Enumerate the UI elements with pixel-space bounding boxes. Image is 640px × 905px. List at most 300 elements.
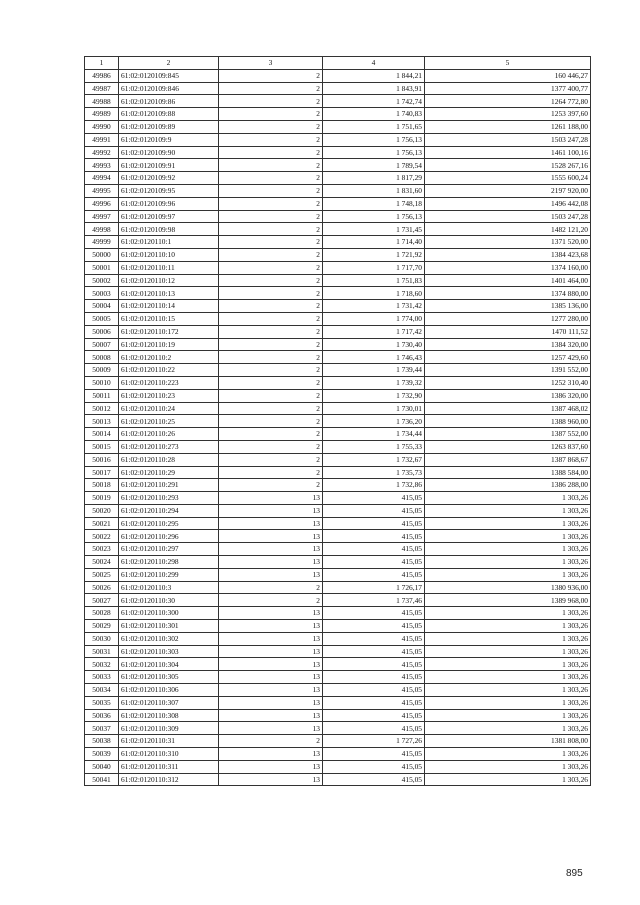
table-cell-col-3: 2 — [219, 236, 323, 249]
table-cell-col-2: 61:02:0120110:26 — [119, 428, 219, 441]
table-cell-col-5: 1257 429,60 — [425, 351, 591, 364]
table-cell-col-3: 2 — [219, 479, 323, 492]
table-cell-col-5: 1381 808,00 — [425, 735, 591, 748]
column-header-2: 2 — [119, 57, 219, 70]
table-cell-col-2: 61:02:0120110:297 — [119, 543, 219, 556]
table-cell-col-3: 2 — [219, 300, 323, 313]
table-cell-col-5: 1386 288,00 — [425, 479, 591, 492]
table-cell-col-4: 415,05 — [323, 607, 425, 620]
table-cell-col-1: 49998 — [85, 223, 119, 236]
table-cell-col-3: 2 — [219, 133, 323, 146]
table-cell-col-4: 1 714,40 — [323, 236, 425, 249]
table-row — [85, 274, 591, 287]
table-cell-col-2: 61:02:0120110:172 — [119, 325, 219, 338]
column-header-3: 3 — [219, 57, 323, 70]
table-row — [85, 709, 591, 722]
table-row — [85, 69, 591, 82]
table-cell-col-2: 61:02:0120110:307 — [119, 696, 219, 709]
table-cell-col-3: 13 — [219, 760, 323, 773]
table-row — [85, 440, 591, 453]
table-cell-col-5: 1496 442,08 — [425, 197, 591, 210]
table-row — [85, 632, 591, 645]
table-cell-col-4: 1 726,17 — [323, 581, 425, 594]
table-cell-col-5: 1470 111,52 — [425, 325, 591, 338]
table-cell-col-3: 2 — [219, 453, 323, 466]
table-cell-col-2: 61:02:0120110:296 — [119, 530, 219, 543]
table-cell-col-2: 61:02:0120110:291 — [119, 479, 219, 492]
table-row — [85, 517, 591, 530]
table-cell-col-2: 61:02:0120110:24 — [119, 402, 219, 415]
table-row — [85, 581, 591, 594]
table-cell-col-1: 49994 — [85, 172, 119, 185]
table-cell-col-2: 61:02:0120110:310 — [119, 748, 219, 761]
table-cell-col-1: 50024 — [85, 556, 119, 569]
header-row — [85, 57, 591, 70]
table-cell-col-4: 415,05 — [323, 620, 425, 633]
table-row — [85, 760, 591, 773]
data-table — [84, 56, 591, 786]
table-cell-col-1: 50014 — [85, 428, 119, 441]
table-cell-col-5: 1 303,26 — [425, 543, 591, 556]
table-cell-col-2: 61:02:0120110:3 — [119, 581, 219, 594]
table-cell-col-1: 50026 — [85, 581, 119, 594]
table-cell-col-4: 415,05 — [323, 492, 425, 505]
table-cell-col-1: 50015 — [85, 440, 119, 453]
table-cell-col-3: 13 — [219, 556, 323, 569]
table-cell-col-3: 13 — [219, 696, 323, 709]
table-cell-col-4: 415,05 — [323, 748, 425, 761]
table-cell-col-4: 415,05 — [323, 504, 425, 517]
column-header-5: 5 — [425, 57, 591, 70]
table-row — [85, 696, 591, 709]
table-cell-col-3: 13 — [219, 517, 323, 530]
table-row — [85, 312, 591, 325]
table-cell-col-5: 1 303,26 — [425, 568, 591, 581]
table-cell-col-1: 50030 — [85, 632, 119, 645]
table-cell-col-1: 49996 — [85, 197, 119, 210]
table-cell-col-2: 61:02:0120110:305 — [119, 671, 219, 684]
table-row — [85, 389, 591, 402]
table-cell-col-5: 1380 936,00 — [425, 581, 591, 594]
table-cell-col-1: 50034 — [85, 684, 119, 697]
table-row — [85, 223, 591, 236]
table-cell-col-2: 61:02:0120109:96 — [119, 197, 219, 210]
table-cell-col-5: 1 303,26 — [425, 504, 591, 517]
table-cell-col-4: 415,05 — [323, 684, 425, 697]
table-cell-col-5: 1 303,26 — [425, 645, 591, 658]
table-cell-col-5: 1 303,26 — [425, 671, 591, 684]
table-cell-col-2: 61:02:0120110:14 — [119, 300, 219, 313]
table-cell-col-3: 13 — [219, 658, 323, 671]
table-row — [85, 300, 591, 313]
table-row — [85, 351, 591, 364]
table-cell-col-1: 50011 — [85, 389, 119, 402]
table-cell-col-5: 1374 880,00 — [425, 287, 591, 300]
table-cell-col-5: 1377 400,77 — [425, 82, 591, 95]
table-cell-col-4: 1 755,33 — [323, 440, 425, 453]
table-cell-col-3: 2 — [219, 351, 323, 364]
table-cell-col-2: 61:02:0120110:25 — [119, 415, 219, 428]
table-cell-col-1: 50005 — [85, 312, 119, 325]
table-cell-col-4: 415,05 — [323, 543, 425, 556]
table-cell-col-5: 1252 310,40 — [425, 376, 591, 389]
table-cell-col-1: 49988 — [85, 95, 119, 108]
table-cell-col-3: 2 — [219, 735, 323, 748]
table-row — [85, 120, 591, 133]
table-row — [85, 428, 591, 441]
table-cell-col-1: 50027 — [85, 594, 119, 607]
table-cell-col-3: 13 — [219, 748, 323, 761]
table-cell-col-5: 1461 100,16 — [425, 146, 591, 159]
table-cell-col-2: 61:02:0120110:300 — [119, 607, 219, 620]
table-cell-col-3: 13 — [219, 684, 323, 697]
table-cell-col-1: 49999 — [85, 236, 119, 249]
table-cell-col-2: 61:02:0120110:2 — [119, 351, 219, 364]
table-cell-col-3: 13 — [219, 504, 323, 517]
table-cell-col-1: 49990 — [85, 120, 119, 133]
table-cell-col-2: 61:02:0120110:273 — [119, 440, 219, 453]
table-row — [85, 735, 591, 748]
table-cell-col-2: 61:02:0120110:295 — [119, 517, 219, 530]
table-cell-col-1: 49992 — [85, 146, 119, 159]
table-cell-col-2: 61:02:0120109:98 — [119, 223, 219, 236]
table-cell-col-3: 2 — [219, 466, 323, 479]
table-cell-col-5: 1386 320,00 — [425, 389, 591, 402]
table-row — [85, 671, 591, 684]
table-row — [85, 325, 591, 338]
table-cell-col-3: 13 — [219, 543, 323, 556]
column-header-1: 1 — [85, 57, 119, 70]
table-cell-col-3: 2 — [219, 325, 323, 338]
table-cell-col-5: 1263 837,60 — [425, 440, 591, 453]
table-cell-col-3: 13 — [219, 620, 323, 633]
table-cell-col-1: 50001 — [85, 261, 119, 274]
table-cell-col-5: 1277 280,00 — [425, 312, 591, 325]
table-cell-col-1: 50021 — [85, 517, 119, 530]
table-cell-col-4: 1 742,74 — [323, 95, 425, 108]
table-cell-col-5: 1 303,26 — [425, 760, 591, 773]
table-row — [85, 773, 591, 786]
table-row — [85, 287, 591, 300]
table-cell-col-5: 160 446,27 — [425, 69, 591, 82]
table-cell-col-4: 1 734,44 — [323, 428, 425, 441]
table-cell-col-1: 50004 — [85, 300, 119, 313]
table-cell-col-4: 1 751,83 — [323, 274, 425, 287]
table-row — [85, 492, 591, 505]
table-cell-col-3: 2 — [219, 415, 323, 428]
table-cell-col-4: 1 731,45 — [323, 223, 425, 236]
table-cell-col-1: 50041 — [85, 773, 119, 786]
table-cell-col-1: 50033 — [85, 671, 119, 684]
table-cell-col-4: 1 756,13 — [323, 133, 425, 146]
table-cell-col-5: 1387 868,67 — [425, 453, 591, 466]
table-cell-col-1: 50006 — [85, 325, 119, 338]
table-cell-col-1: 49997 — [85, 210, 119, 223]
table-cell-col-3: 2 — [219, 312, 323, 325]
table-cell-col-1: 49989 — [85, 108, 119, 121]
table-cell-col-1: 49993 — [85, 159, 119, 172]
table-cell-col-4: 1 739,32 — [323, 376, 425, 389]
table-cell-col-2: 61:02:0120110:15 — [119, 312, 219, 325]
table-cell-col-5: 1503 247,28 — [425, 133, 591, 146]
table-cell-col-2: 61:02:0120110:304 — [119, 658, 219, 671]
table-row — [85, 466, 591, 479]
table-cell-col-4: 1 717,42 — [323, 325, 425, 338]
table-row — [85, 607, 591, 620]
table-cell-col-4: 1 731,42 — [323, 300, 425, 313]
table-cell-col-2: 61:02:0120110:299 — [119, 568, 219, 581]
table-cell-col-2: 61:02:0120110:308 — [119, 709, 219, 722]
table-cell-col-1: 50017 — [85, 466, 119, 479]
table-cell-col-3: 2 — [219, 338, 323, 351]
table-cell-col-4: 415,05 — [323, 530, 425, 543]
table-row — [85, 722, 591, 735]
table-cell-col-5: 1 303,26 — [425, 696, 591, 709]
table-cell-col-5: 1401 464,00 — [425, 274, 591, 287]
table-row — [85, 210, 591, 223]
table-cell-col-4: 415,05 — [323, 632, 425, 645]
table-cell-col-2: 61:02:0120110:1 — [119, 236, 219, 249]
table-row — [85, 748, 591, 761]
table-row — [85, 645, 591, 658]
table-cell-col-1: 49987 — [85, 82, 119, 95]
table-cell-col-5: 2197 920,00 — [425, 184, 591, 197]
table-cell-col-5: 1 303,26 — [425, 748, 591, 761]
table-cell-col-4: 1 735,73 — [323, 466, 425, 479]
table-cell-col-1: 50035 — [85, 696, 119, 709]
table-cell-col-4: 1 717,70 — [323, 261, 425, 274]
table-row — [85, 479, 591, 492]
table-cell-col-5: 1482 121,20 — [425, 223, 591, 236]
table-cell-col-4: 1 736,20 — [323, 415, 425, 428]
table-cell-col-4: 1 740,83 — [323, 108, 425, 121]
table-cell-col-4: 1 789,54 — [323, 159, 425, 172]
table-cell-col-2: 61:02:0120110:30 — [119, 594, 219, 607]
table-cell-col-2: 61:02:0120110:13 — [119, 287, 219, 300]
table-row — [85, 415, 591, 428]
table-cell-col-3: 13 — [219, 530, 323, 543]
table-cell-col-2: 61:02:0120109:91 — [119, 159, 219, 172]
table-row — [85, 108, 591, 121]
table-cell-col-3: 2 — [219, 376, 323, 389]
table-cell-col-3: 2 — [219, 248, 323, 261]
table-cell-col-5: 1387 552,00 — [425, 428, 591, 441]
table-cell-col-3: 13 — [219, 492, 323, 505]
table-cell-col-1: 50038 — [85, 735, 119, 748]
table-cell-col-2: 61:02:0120109:845 — [119, 69, 219, 82]
table-row — [85, 197, 591, 210]
table-cell-col-3: 2 — [219, 95, 323, 108]
table-cell-col-4: 1 732,90 — [323, 389, 425, 402]
table-cell-col-5: 1384 320,00 — [425, 338, 591, 351]
table-row — [85, 620, 591, 633]
table-row — [85, 594, 591, 607]
table-cell-col-1: 50022 — [85, 530, 119, 543]
table-cell-col-1: 50009 — [85, 364, 119, 377]
table-cell-col-4: 415,05 — [323, 517, 425, 530]
table-cell-col-4: 1 730,01 — [323, 402, 425, 415]
table-cell-col-5: 1264 772,80 — [425, 95, 591, 108]
table-cell-col-3: 13 — [219, 568, 323, 581]
table-cell-col-3: 2 — [219, 120, 323, 133]
table-row — [85, 504, 591, 517]
table-cell-col-1: 50008 — [85, 351, 119, 364]
table-cell-col-2: 61:02:0120110:302 — [119, 632, 219, 645]
table-cell-col-1: 49995 — [85, 184, 119, 197]
table-cell-col-3: 2 — [219, 82, 323, 95]
table-cell-col-1: 50012 — [85, 402, 119, 415]
table-cell-col-3: 2 — [219, 287, 323, 300]
column-header-4: 4 — [323, 57, 425, 70]
table-cell-col-2: 61:02:0120109:90 — [119, 146, 219, 159]
table-row — [85, 184, 591, 197]
table-cell-col-3: 2 — [219, 364, 323, 377]
table-cell-col-3: 2 — [219, 197, 323, 210]
table-cell-col-4: 1 748,18 — [323, 197, 425, 210]
table-row — [85, 376, 591, 389]
table-cell-col-3: 2 — [219, 594, 323, 607]
table-cell-col-4: 1 844,21 — [323, 69, 425, 82]
table-cell-col-4: 415,05 — [323, 696, 425, 709]
table-cell-col-5: 1555 600,24 — [425, 172, 591, 185]
table-cell-col-5: 1389 968,00 — [425, 594, 591, 607]
table-cell-col-1: 50019 — [85, 492, 119, 505]
table-cell-col-2: 61:02:0120110:301 — [119, 620, 219, 633]
table-row — [85, 248, 591, 261]
table-cell-col-1: 50040 — [85, 760, 119, 773]
table-cell-col-5: 1 303,26 — [425, 620, 591, 633]
table-cell-col-4: 1 727,26 — [323, 735, 425, 748]
table-cell-col-4: 415,05 — [323, 773, 425, 786]
table-cell-col-2: 61:02:0120110:309 — [119, 722, 219, 735]
table-cell-col-5: 1 303,26 — [425, 556, 591, 569]
table-cell-col-1: 50029 — [85, 620, 119, 633]
table-cell-col-2: 61:02:0120110:12 — [119, 274, 219, 287]
table-cell-col-2: 61:02:0120110:10 — [119, 248, 219, 261]
table-cell-col-5: 1 303,26 — [425, 709, 591, 722]
table-cell-col-4: 415,05 — [323, 671, 425, 684]
table-cell-col-3: 13 — [219, 607, 323, 620]
table-cell-col-1: 50018 — [85, 479, 119, 492]
table-cell-col-5: 1385 136,00 — [425, 300, 591, 313]
table-cell-col-2: 61:02:0120110:22 — [119, 364, 219, 377]
table-cell-col-5: 1 303,26 — [425, 632, 591, 645]
table-cell-col-2: 61:02:0120110:11 — [119, 261, 219, 274]
table-cell-col-1: 50000 — [85, 248, 119, 261]
table-cell-col-1: 50020 — [85, 504, 119, 517]
table-cell-col-5: 1371 520,00 — [425, 236, 591, 249]
table-cell-col-5: 1387 468,02 — [425, 402, 591, 415]
table-cell-col-4: 1 732,67 — [323, 453, 425, 466]
table-cell-col-5: 1 303,26 — [425, 607, 591, 620]
table-cell-col-1: 49991 — [85, 133, 119, 146]
page-number: 895 — [566, 868, 583, 879]
table-row — [85, 568, 591, 581]
table-cell-col-3: 13 — [219, 722, 323, 735]
table-cell-col-2: 61:02:0120110:294 — [119, 504, 219, 517]
table-cell-col-1: 50010 — [85, 376, 119, 389]
table-cell-col-1: 50037 — [85, 722, 119, 735]
table-cell-col-2: 61:02:0120110:23 — [119, 389, 219, 402]
table-cell-col-1: 50007 — [85, 338, 119, 351]
table-cell-col-4: 415,05 — [323, 658, 425, 671]
table-row — [85, 338, 591, 351]
table-cell-col-5: 1388 584,00 — [425, 466, 591, 479]
table-cell-col-2: 61:02:0120110:19 — [119, 338, 219, 351]
table-cell-col-4: 1 831,60 — [323, 184, 425, 197]
table-cell-col-2: 61:02:0120110:303 — [119, 645, 219, 658]
table-cell-col-3: 2 — [219, 581, 323, 594]
table-cell-col-2: 61:02:0120110:306 — [119, 684, 219, 697]
table-cell-col-2: 61:02:0120109:95 — [119, 184, 219, 197]
table-cell-col-4: 415,05 — [323, 645, 425, 658]
table-cell-col-3: 2 — [219, 223, 323, 236]
table-cell-col-4: 1 732,86 — [323, 479, 425, 492]
table-row — [85, 402, 591, 415]
table-cell-col-3: 2 — [219, 184, 323, 197]
table-cell-col-1: 50039 — [85, 748, 119, 761]
table-cell-col-5: 1 303,26 — [425, 517, 591, 530]
table-cell-col-5: 1261 188,00 — [425, 120, 591, 133]
table-cell-col-3: 2 — [219, 69, 323, 82]
table-cell-col-4: 1 721,92 — [323, 248, 425, 261]
table-cell-col-4: 415,05 — [323, 556, 425, 569]
table-cell-col-3: 2 — [219, 108, 323, 121]
table-cell-col-4: 1 751,65 — [323, 120, 425, 133]
table-cell-col-2: 61:02:0120109:89 — [119, 120, 219, 133]
table-cell-col-5: 1 303,26 — [425, 492, 591, 505]
table-cell-col-5: 1 303,26 — [425, 722, 591, 735]
table-cell-col-1: 50028 — [85, 607, 119, 620]
table-cell-col-3: 2 — [219, 146, 323, 159]
table-cell-col-2: 61:02:0120110:28 — [119, 453, 219, 466]
table-cell-col-1: 50002 — [85, 274, 119, 287]
table-cell-col-5: 1384 423,68 — [425, 248, 591, 261]
table-row — [85, 95, 591, 108]
table-cell-col-2: 61:02:0120109:97 — [119, 210, 219, 223]
table-cell-col-3: 13 — [219, 773, 323, 786]
table-row — [85, 146, 591, 159]
table-cell-col-3: 13 — [219, 645, 323, 658]
table-cell-col-5: 1374 160,00 — [425, 261, 591, 274]
table-cell-col-2: 61:02:0120109:86 — [119, 95, 219, 108]
table-cell-col-5: 1503 247,28 — [425, 210, 591, 223]
table-cell-col-5: 1391 552,00 — [425, 364, 591, 377]
table-cell-col-1: 49986 — [85, 69, 119, 82]
table-row — [85, 159, 591, 172]
table-row — [85, 684, 591, 697]
table-cell-col-2: 61:02:0120110:31 — [119, 735, 219, 748]
table-cell-col-3: 13 — [219, 709, 323, 722]
table-cell-col-4: 1 756,13 — [323, 146, 425, 159]
table-cell-col-4: 1 718,60 — [323, 287, 425, 300]
table-body — [85, 69, 591, 786]
table-cell-col-5: 1 303,26 — [425, 658, 591, 671]
table-cell-col-5: 1388 960,00 — [425, 415, 591, 428]
table-cell-col-5: 1 303,26 — [425, 773, 591, 786]
table-row — [85, 364, 591, 377]
table-cell-col-3: 2 — [219, 172, 323, 185]
table-cell-col-1: 50013 — [85, 415, 119, 428]
table-cell-col-2: 61:02:0120110:29 — [119, 466, 219, 479]
table-cell-col-4: 1 756,13 — [323, 210, 425, 223]
table-cell-col-1: 50031 — [85, 645, 119, 658]
table-cell-col-2: 61:02:0120110:223 — [119, 376, 219, 389]
table-cell-col-4: 415,05 — [323, 568, 425, 581]
table-cell-col-1: 50016 — [85, 453, 119, 466]
table-cell-col-2: 61:02:0120109:88 — [119, 108, 219, 121]
table-row — [85, 133, 591, 146]
